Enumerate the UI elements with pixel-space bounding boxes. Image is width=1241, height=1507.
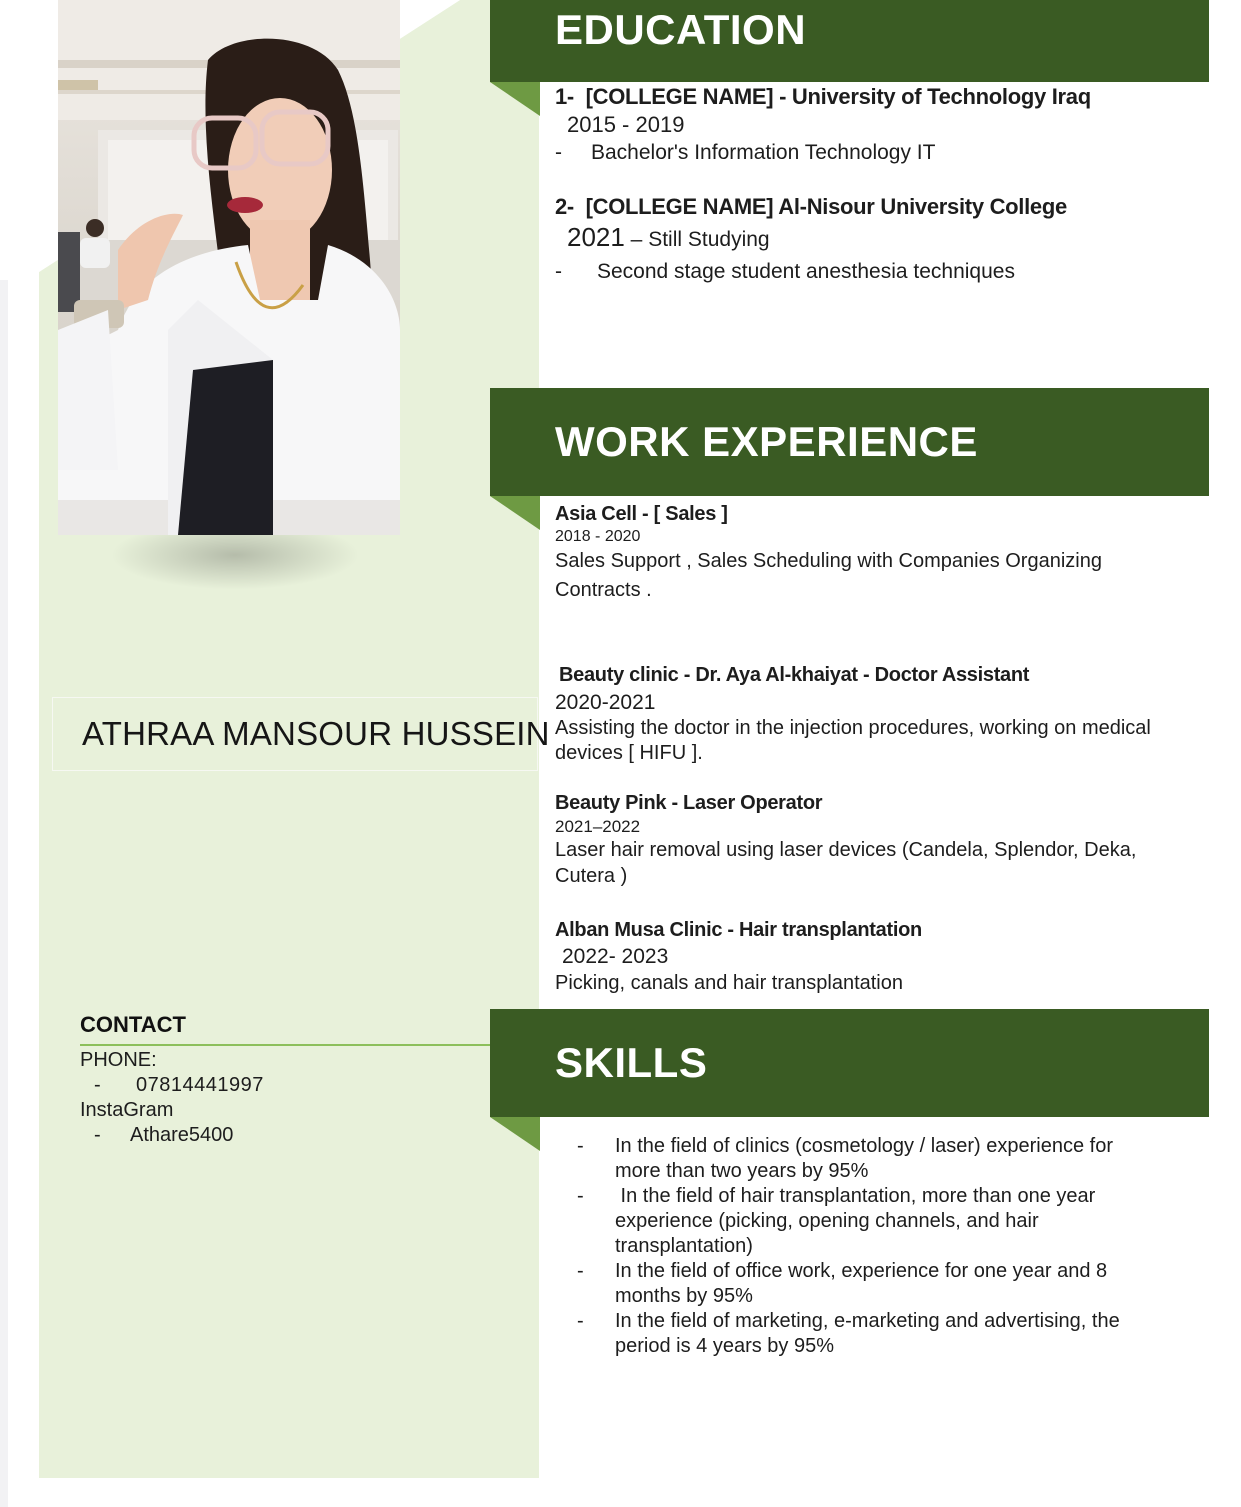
skill-item	[555, 1134, 1185, 1184]
skill-item	[555, 1309, 1185, 1359]
work-section	[555, 500, 1205, 996]
work-job-2-title: Beauty clinic - Dr. Aya Al-khaiyat - Doctor Assistant	[559, 664, 1030, 686]
work-job-1-title: Asia Cell - [ Sales ]	[555, 503, 728, 525]
work-heading: WORK EXPERIENCE	[555, 418, 978, 465]
phone-bullet: -	[94, 1074, 101, 1096]
skill-bullet: -	[577, 1310, 584, 1332]
education-entry-2-status: – Still Studying	[624, 228, 770, 251]
education-entry-2-detail-row	[555, 258, 1205, 286]
work-job-2-years: 2020-2021	[555, 691, 656, 714]
skill-2-line-1: In the field of hair transplantation, more than one year	[615, 1185, 1096, 1207]
work-job-3-desc-1: Laser hair removal using laser devices (Candela, Splendor, Deka,	[555, 839, 1137, 861]
skill-item	[555, 1184, 1185, 1259]
phone-label: PHONE:	[80, 1049, 157, 1071]
work-fold	[490, 496, 540, 530]
work-job-1-desc-2: Contracts .	[555, 579, 652, 601]
work-job-4-title: Alban Musa Clinic - Hair transplantation	[555, 919, 922, 941]
work-job-4-desc-1: Picking, canals and hair transplantation	[555, 972, 903, 994]
skills-fold	[490, 1117, 540, 1151]
instagram-value[interactable]: Athare5400	[130, 1124, 234, 1146]
education-entry-2-year: 2021	[567, 222, 625, 252]
skill-item	[555, 1259, 1185, 1309]
work-job-1	[555, 500, 1205, 604]
work-job-2-desc-1: Assisting the doctor in the injection procedures, working on medical	[555, 717, 1151, 739]
phone-value[interactable]: 07814441997	[136, 1074, 264, 1096]
education-entry-2-title	[555, 193, 1205, 221]
education-entry-2-detail: Second stage student anesthesia techniques	[597, 260, 1015, 283]
education-entry-2-bullet: -	[555, 260, 562, 283]
education-entry-1-detail-row	[555, 139, 1205, 167]
education-entry-1-detail: Bachelor's Information Technology IT	[591, 141, 936, 164]
skill-2-line-3: transplantation)	[615, 1235, 753, 1257]
work-job-3-title: Beauty Pink - Laser Operator	[555, 792, 823, 814]
skill-3-line-2: months by 95%	[615, 1285, 753, 1307]
work-job-4-years: 2022- 2023	[562, 945, 669, 968]
education-entry-2-years	[567, 221, 1205, 258]
skill-bullet: -	[577, 1135, 584, 1157]
instagram-bullet: -	[94, 1124, 101, 1146]
work-job-3	[555, 789, 1205, 888]
skill-bullet: -	[577, 1260, 584, 1282]
work-job-3-years: 2021–2022	[555, 817, 641, 836]
education-entry-1-years: 2015 - 2019	[567, 112, 685, 137]
work-job-1-years: 2018 - 2020	[555, 528, 641, 545]
instagram-label: InstaGram	[80, 1099, 174, 1121]
education-fold	[490, 82, 540, 116]
skill-2-line-2: experience (picking, opening channels, and hair	[615, 1210, 1039, 1232]
work-job-1-desc-1: Sales Support , Sales Scheduling with Companies Organizing	[555, 550, 1102, 572]
work-job-2	[555, 660, 1205, 765]
skill-4-line-2: period is 4 years by 95%	[615, 1335, 835, 1357]
education-entry-1-college: [COLLEGE NAME] - University of Technology Iraq	[585, 84, 1091, 109]
name-box	[52, 697, 550, 771]
education-section	[555, 83, 1205, 286]
skill-1-line-2: more than two years by 95%	[615, 1160, 869, 1182]
education-entry-1-bullet: -	[555, 141, 562, 164]
contact-divider	[80, 1044, 490, 1046]
instagram-row	[80, 1123, 490, 1148]
skill-4-line-1: In the field of marketing, e-marketing and advertising, the	[615, 1310, 1120, 1332]
skill-1-line-1: In the field of clinics (cosmetology / laser) experience for	[615, 1135, 1113, 1157]
work-header-band	[490, 388, 1209, 496]
skill-bullet: -	[577, 1185, 584, 1207]
profile-photo	[58, 0, 400, 535]
education-entry-2-college: [COLLEGE NAME] Al-Nisour University College	[585, 194, 1067, 219]
education-heading: EDUCATION	[555, 6, 807, 53]
education-entry-2-num: 2-	[555, 194, 574, 219]
work-job-4	[555, 916, 1205, 996]
full-name: ATHRAA MANSOUR HUSSEIN	[82, 715, 550, 752]
education-entry-1-title	[555, 83, 1205, 111]
skills-header-band	[490, 1009, 1209, 1117]
work-job-3-desc-2: Cutera )	[555, 865, 628, 887]
education-entry-1-num: 1-	[555, 84, 574, 109]
portrait-illustration	[58, 0, 400, 535]
work-job-2-desc-2: devices [ HIFU ].	[555, 742, 703, 764]
phone-row	[80, 1073, 490, 1098]
skill-3-line-1: In the field of office work, experience for one year and 8	[615, 1260, 1108, 1282]
skills-heading: SKILLS	[555, 1039, 708, 1086]
skills-section	[555, 1134, 1205, 1359]
education-header-band	[490, 0, 1209, 82]
contact-section	[80, 1010, 490, 1148]
contact-heading: CONTACT	[80, 1012, 186, 1037]
